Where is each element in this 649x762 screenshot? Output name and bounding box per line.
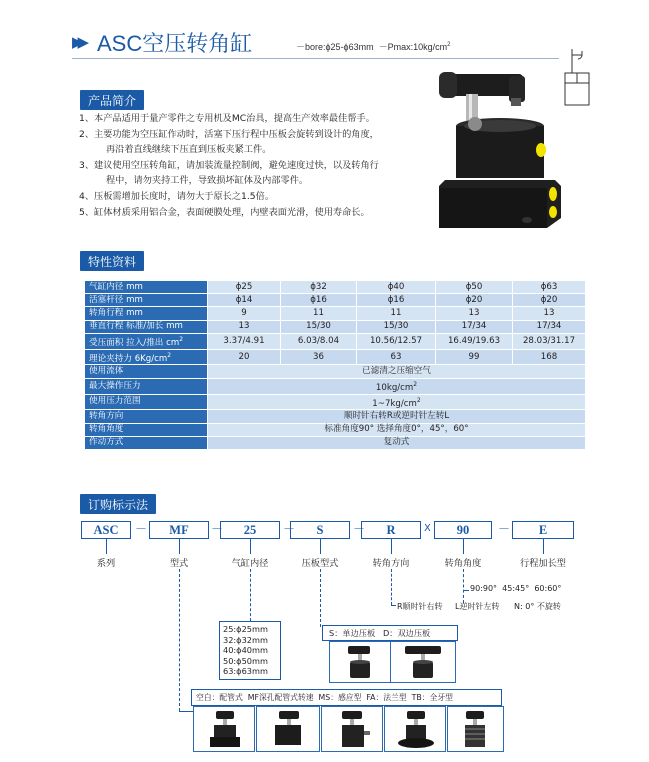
- bore-option: 25:ϕ25mm: [223, 624, 268, 634]
- label-type: 型式: [169, 558, 189, 569]
- table-cell: ϕ20: [436, 294, 513, 307]
- cell-sup: 2: [416, 396, 421, 404]
- row-label: 作动方式: [85, 436, 208, 449]
- pipe-mount-clamp-icon: [194, 707, 254, 751]
- connector-line: [106, 539, 107, 554]
- connector-line: [543, 539, 544, 554]
- connector-line: [250, 539, 251, 554]
- label-direction: 转角方向: [372, 558, 410, 569]
- table-row: [85, 307, 586, 320]
- direction-left: L逆时针左转: [455, 602, 500, 611]
- connector-line: [391, 539, 392, 554]
- table-cell: ϕ20: [513, 294, 586, 307]
- table-row: [85, 349, 586, 365]
- title-arrows-icon: ▶▶: [72, 33, 84, 51]
- cell-text: 1~7kg/cm: [372, 398, 417, 409]
- header-spec: [296, 40, 451, 53]
- connector-line: [463, 590, 469, 591]
- table-cell: 13: [208, 320, 281, 333]
- deep-hole-clamp-icon: [257, 707, 319, 751]
- angle-option-60: 60:60°: [534, 584, 562, 593]
- code-separator: X: [424, 523, 431, 534]
- table-row: [85, 436, 586, 449]
- table-cell: 17/34: [436, 320, 513, 333]
- angle-zero: N: 0° 不旋转: [514, 602, 561, 611]
- mount-type-flange: FA：法兰型: [366, 693, 407, 702]
- code-separator: －: [283, 522, 296, 536]
- row-label: 垂直行程 标准/加长 mm: [85, 320, 208, 333]
- table-cell: 16.49/19.63: [436, 333, 513, 349]
- table-row: [85, 320, 586, 333]
- section-heading-spec: 特性资料: [80, 251, 144, 271]
- angle-option-45: 45:45°: [502, 584, 530, 593]
- table-cell: 10.56/12.57: [357, 333, 436, 349]
- plate-double-image: [390, 641, 456, 683]
- plate-types-box: [322, 625, 458, 641]
- table-row: [85, 378, 586, 394]
- row-label: 活塞杆径 mm: [85, 294, 208, 307]
- double-plate-clamp-icon: [391, 642, 455, 682]
- single-plate-clamp-icon: [330, 642, 390, 682]
- dashed-connector: [179, 569, 180, 711]
- dashed-connector: [320, 569, 321, 627]
- code-plate: S: [290, 521, 350, 539]
- table-row: [85, 333, 586, 349]
- intro-item-2: 2、主要功能为空压缸作动时，活塞下压行程中压板会旋转到设计的角度，: [79, 128, 379, 140]
- code-direction: R: [361, 521, 421, 539]
- pneumatic-cylinder-symbol-icon: [560, 47, 594, 107]
- spec-pmax: －Pmax:10kg/cm: [378, 42, 448, 52]
- plate-type-double: D：双边压板: [382, 628, 431, 638]
- plate-single-image: [329, 641, 391, 683]
- table-cell: 已滤清之压缩空气: [208, 365, 586, 378]
- table-cell: 63: [357, 349, 436, 365]
- full-thread-clamp-icon: [448, 707, 503, 751]
- row-label-text: 受压面积 拉入/推出 cm: [89, 337, 180, 348]
- table-row: [85, 410, 586, 423]
- table-row: [85, 281, 586, 294]
- table-cell: [208, 394, 586, 410]
- intro-item-5: 5、缸体材质采用铝合金，表面硬膜处理，内壁表面光滑，使用寿命长。: [79, 206, 370, 218]
- mount-type-pipe: 空白：配管式: [196, 693, 243, 702]
- intro-item-1: 1、本产品适用于量产零件之专用机及MC治具，提高生产效率最佳帮手。: [79, 113, 375, 124]
- label-angle: 转角角度: [444, 558, 482, 569]
- table-cell: ϕ50: [436, 281, 513, 294]
- section-heading-intro: 产品简介: [80, 90, 144, 110]
- table-cell: 标准角度90° 选择角度0°，45°，60°: [208, 423, 586, 436]
- mount-types-box: [191, 689, 502, 706]
- table-cell: 99: [436, 349, 513, 365]
- connector-line: [179, 711, 193, 712]
- sensor-clamp-icon: [322, 707, 382, 751]
- intro-list: [79, 111, 439, 220]
- row-label-sup: 2: [167, 351, 172, 359]
- pneumatic-symbol: [560, 47, 594, 107]
- dashed-connector: [463, 569, 464, 603]
- table-cell: [208, 378, 586, 394]
- label-plate: 压板型式: [301, 558, 339, 569]
- table-row: [85, 294, 586, 307]
- cell-sup: 2: [413, 380, 418, 388]
- table-cell: 顺时针右转R或逆时针左转L: [208, 410, 586, 423]
- table-cell: 36: [281, 349, 357, 365]
- bore-options-box: [219, 621, 281, 680]
- table-cell: ϕ16: [281, 294, 357, 307]
- code-series: ASC: [81, 521, 131, 539]
- spec-table: [84, 280, 586, 450]
- mount-type-sensor: MS：感应型: [318, 693, 362, 702]
- mount-pipe-image: [193, 706, 255, 752]
- code-angle: 90: [434, 521, 492, 539]
- table-cell: 13: [436, 307, 513, 320]
- section-heading-order: 订购标示法: [80, 494, 156, 514]
- table-cell: ϕ32: [281, 281, 357, 294]
- bore-option: 32:ϕ32mm: [223, 634, 268, 645]
- table-cell: 复动式: [208, 436, 586, 449]
- mount-sensor-image: [321, 706, 383, 752]
- bore-option: 63:ϕ63mm: [223, 666, 268, 677]
- table-cell: ϕ16: [357, 294, 436, 307]
- row-label: [85, 333, 208, 349]
- table-cell: 3.37/4.91: [208, 333, 281, 349]
- table-cell: 11: [281, 307, 357, 320]
- cell-text: 10kg/cm: [375, 382, 414, 393]
- table-cell: 17/34: [513, 320, 586, 333]
- row-label-sup: 2: [179, 335, 184, 343]
- code-extended: E: [512, 521, 574, 539]
- intro-item-2-cont: 再沿着直线继续下压直到压板夹紧工件。: [106, 144, 272, 156]
- intro-item-3-cont: 程中，请勿夹持工件，导致损坏缸体及内部零件。: [106, 175, 309, 187]
- plate-type-single: S：单边压板: [329, 628, 376, 638]
- connector-line: [463, 539, 464, 554]
- code-separator: －: [211, 522, 224, 536]
- dashed-connector: [391, 569, 392, 605]
- mount-deep-image: [256, 706, 320, 752]
- angle-option-90: 90:90°: [470, 584, 498, 593]
- row-label-text: 理论夹持力 6Kg/cm: [89, 353, 168, 364]
- bore-option: 40:ϕ40mm: [223, 645, 268, 656]
- page-title: ASC空压转角缸: [97, 31, 253, 56]
- table-cell: ϕ14: [208, 294, 281, 307]
- code-type: MF: [149, 521, 209, 539]
- table-cell: ϕ25: [208, 281, 281, 294]
- table-cell: 6.03/8.04: [281, 333, 357, 349]
- table-cell: 20: [208, 349, 281, 365]
- table-cell: 11: [357, 307, 436, 320]
- connector-line: [391, 605, 396, 606]
- table-cell: ϕ40: [357, 281, 436, 294]
- table-cell: 9: [208, 307, 281, 320]
- label-series: 系列: [96, 558, 116, 569]
- table-cell: 15/30: [281, 320, 357, 333]
- row-label: 最大操作压力: [85, 378, 208, 394]
- connector-line: [179, 539, 180, 554]
- mount-type-deep: MF深孔配管式转速: [247, 693, 314, 702]
- product-image: [435, 68, 565, 238]
- code-separator: －: [498, 522, 511, 536]
- table-row: [85, 423, 586, 436]
- mount-type-thread: TB：全牙型: [411, 693, 453, 702]
- flange-clamp-icon: [385, 707, 445, 751]
- label-extended: 行程加长型: [520, 558, 566, 569]
- spec-pmax-sup: 2: [447, 42, 451, 48]
- table-row: [85, 394, 586, 410]
- row-label: 转角行程 mm: [85, 307, 208, 320]
- bore-option: 50:ϕ50mm: [223, 655, 268, 666]
- row-label: [85, 349, 208, 365]
- connector-line: [320, 539, 321, 554]
- table-cell: 13: [513, 307, 586, 320]
- row-label: 气缸内径 mm: [85, 281, 208, 294]
- table-cell: 28.03/31.17: [513, 333, 586, 349]
- intro-item-3: 3、建议使用空压转角缸，请加装流量控制阀，避免速度过快，以及转角行: [79, 159, 379, 171]
- table-cell: ϕ63: [513, 281, 586, 294]
- cylinder-illustration-icon: [435, 68, 565, 238]
- header-divider: [72, 58, 559, 59]
- row-label: 使用流体: [85, 365, 208, 378]
- label-bore: 气缸内径: [231, 558, 269, 569]
- dashed-connector: [250, 569, 251, 621]
- table-cell: 168: [513, 349, 586, 365]
- table-cell: 15/30: [357, 320, 436, 333]
- code-bore: 25: [220, 521, 280, 539]
- angle-options: [470, 584, 561, 593]
- row-label: 使用压力范围: [85, 394, 208, 410]
- direction-right: R顺时针右转: [397, 602, 443, 611]
- mount-flange-image: [384, 706, 446, 752]
- row-label: 转角方向: [85, 410, 208, 423]
- code-separator: －: [135, 522, 148, 536]
- table-row: [85, 365, 586, 378]
- intro-item-4: 4、压板需增加长度时，请勿大于原长之1.5倍。: [79, 190, 275, 202]
- spec-bore: －bore:ϕ25-ϕ63mm: [296, 42, 374, 52]
- code-separator: －: [353, 522, 366, 536]
- mount-thread-image: [447, 706, 504, 752]
- row-label: 转角角度: [85, 423, 208, 436]
